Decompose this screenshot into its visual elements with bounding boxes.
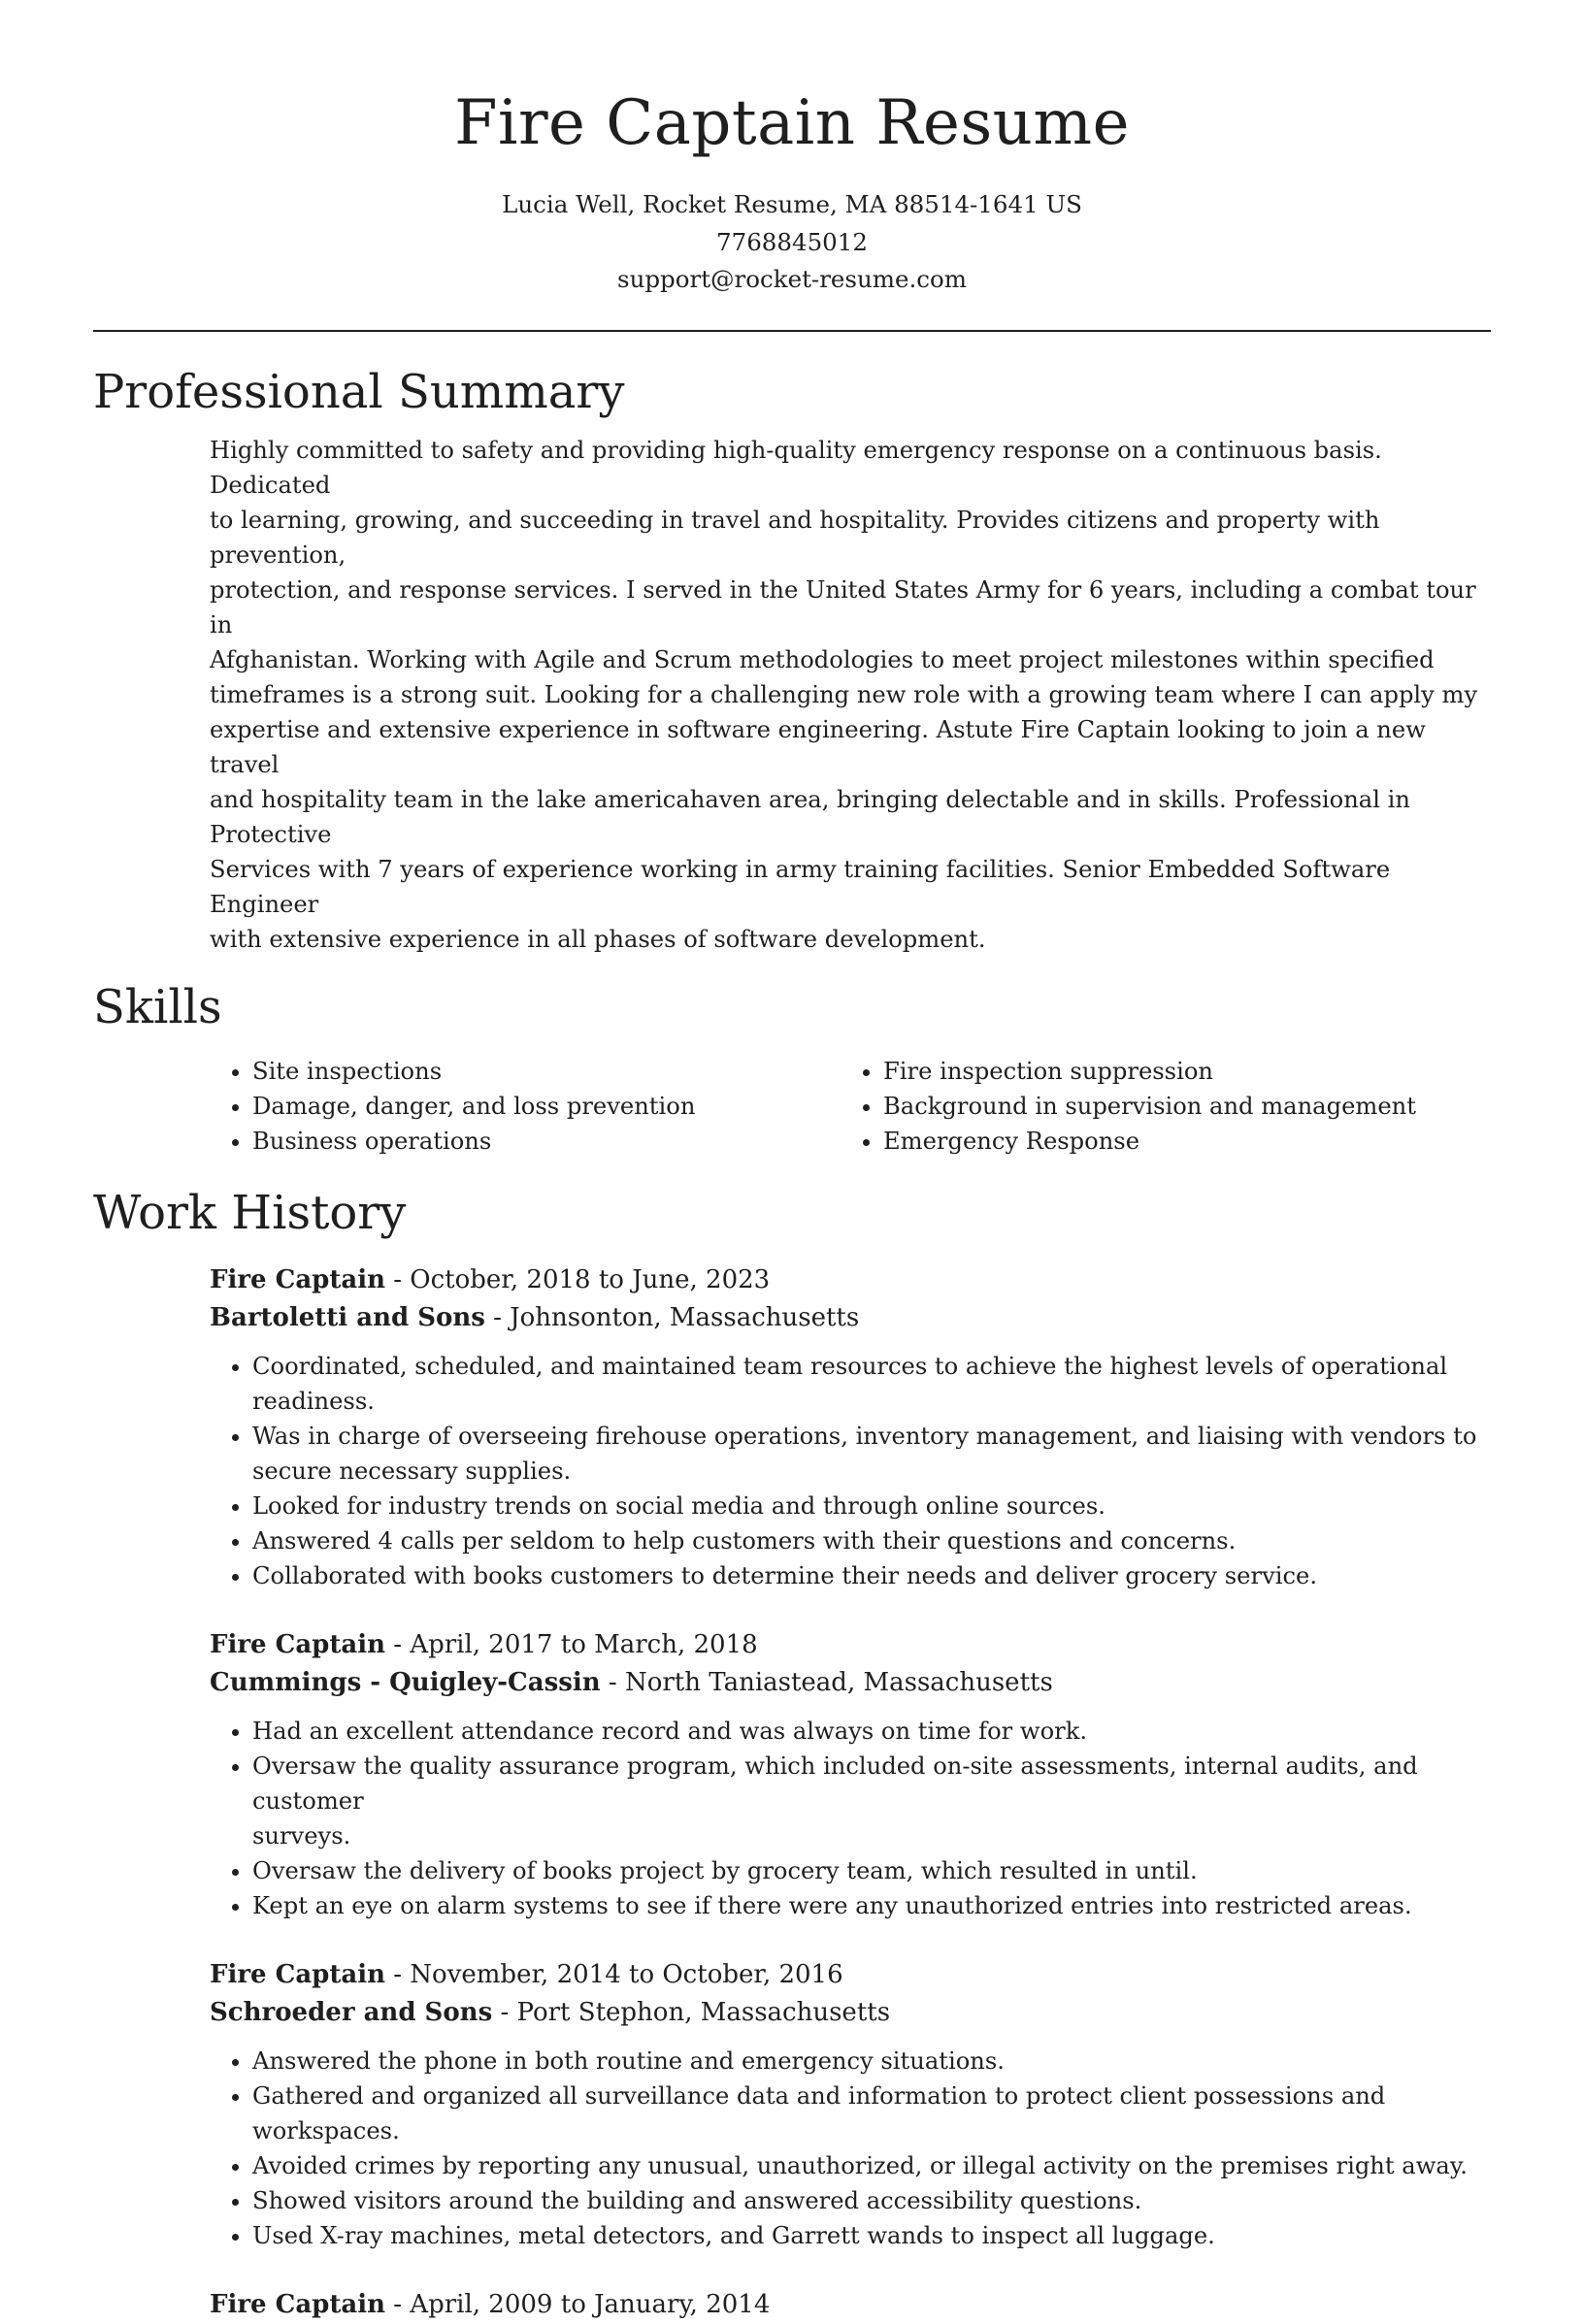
job-title: Fire Captain [210, 1959, 385, 1989]
job-dates: - November, 2014 to October, 2016 [384, 1959, 843, 1989]
job-bullet: • Oversaw the delivery of books project by grocery team, which resulted in until. [252, 1853, 1491, 1888]
resume-title: Fire Captain Resume [454, 87, 1130, 159]
job-bullet: • Gathered and organized all surveillance data and information to protect client possessions and workspaces. [252, 2079, 1491, 2148]
job-title: Fire Captain [210, 2289, 385, 2319]
job-bullet: • Used X-ray machines, metal detectors, and Garrett wands to inspect all luggage. [252, 2218, 1491, 2253]
job-entry [210, 1626, 1491, 1923]
job-bullet: • Coordinated, scheduled, and maintained team resources to achieve the highest levels of operational readiness. [252, 1349, 1491, 1419]
job-company-line [210, 1664, 1491, 1702]
job-bullet: • Avoided crimes by reporting any unusual, unauthorized, or illegal activity on the premises right away. [252, 2148, 1491, 2183]
contact-phone: 7768845012 [716, 227, 868, 256]
skills-column-right [841, 1054, 1466, 1159]
job-company: Bartoletti and Sons [210, 1302, 485, 1332]
job-dates: - April, 2017 to March, 2018 [384, 1629, 758, 1659]
job-bullets [210, 1714, 1491, 1923]
job-bullet: • Was in charge of overseeing firehouse operations, inventory management, and liaising with vendors to secure necessary supplies. [252, 1419, 1491, 1489]
job-bullet: • Looked for industry trends on social media and through online sources. [252, 1489, 1491, 1523]
job-title: Fire Captain [210, 1264, 385, 1294]
job-title-line [210, 1956, 1491, 1994]
work-history-heading: Work History [93, 1185, 407, 1240]
skill-item: • Fire inspection suppression [883, 1054, 1466, 1089]
job-bullet: • Answered 4 calls per seldom to help customers with their questions and concerns. [252, 1523, 1491, 1558]
contact-email: support@rocket-resume.com [617, 265, 967, 293]
skill-item: • Background in supervision and management [883, 1089, 1466, 1124]
job-entry [210, 1261, 1491, 1593]
summary-text: Highly committed to safety and providing high-quality emergency response on a continuous basis. Dedicated to learning, growing, and succeeding in travel and hospitality. Provides citizens and property with prevention, protection, and response services. I served in the United States Army for 6 years, including a combat tour in Afghanistan. Working with Agile and Scrum methodologies to meet project milestones within specified timeframes is a strong suit. Looking for a challenging new role with a growing team where I can apply my expertise and extensive experience in software engineering. Astute Fire Captain looking to join a new travel and hospitality team in the lake americahaven area, bringing delectable and in skills. Professional in Protective Services with 7 years of experience working in army training facilities. Senior Embedded Software Engineer with extensive experience in all phases of software development. [210, 436, 1478, 953]
skill-item: • Emergency Response [883, 1124, 1466, 1159]
skills-list [210, 1054, 1491, 1159]
job-company: Schroeder and Sons [210, 1997, 493, 2027]
job-bullets [210, 2044, 1491, 2253]
job-bullet: • Kept an eye on alarm systems to see if there were any unauthorized entries into restricted areas. [252, 1888, 1491, 1923]
skills-heading: Skills [93, 979, 222, 1034]
job-entry [210, 1956, 1491, 2253]
job-location: - North Taniastead, Massachusetts [600, 1667, 1053, 1697]
job-bullets [210, 1349, 1491, 1593]
skill-item: • Site inspections [252, 1054, 841, 1089]
header-divider [93, 330, 1491, 332]
job-bullet: • Oversaw the quality assurance program, which included on-site assessments, internal audits, and customer surveys. [252, 1749, 1491, 1853]
job-company-line [210, 1994, 1491, 2032]
skill-item: • Business operations [252, 1124, 841, 1159]
job-company: Cummings - Quigley-Cassin [210, 1667, 601, 1697]
skill-item: • Damage, danger, and loss prevention [252, 1089, 841, 1124]
contact-block [93, 186, 1491, 299]
job-title-line [210, 1261, 1491, 1299]
job-title-line [210, 2286, 1491, 2324]
job-company-line [210, 1299, 1491, 1337]
job-dates: - October, 2018 to June, 2023 [384, 1264, 771, 1294]
job-entry [210, 2286, 1491, 2324]
job-location: - Port Stephon, Massachusetts [492, 1997, 891, 2027]
contact-address: Lucia Well, Rocket Resume, MA 88514-1641 US [502, 190, 1082, 218]
summary-heading: Professional Summary [93, 364, 625, 419]
job-bullet: • Collaborated with books customers to determine their needs and deliver grocery service. [252, 1558, 1491, 1593]
resume-page [93, 0, 1491, 2324]
job-location: - Johnsonton, Massachusetts [484, 1302, 860, 1332]
job-title: Fire Captain [210, 1629, 385, 1659]
job-bullet: • Had an excellent attendance record and was always on time for work. [252, 1714, 1491, 1749]
job-title-line [210, 1626, 1491, 1664]
skills-column-left [210, 1054, 841, 1159]
job-bullet: • Answered the phone in both routine and emergency situations. [252, 2044, 1491, 2079]
job-dates: - April, 2009 to January, 2014 [384, 2289, 771, 2319]
job-bullet: • Showed visitors around the building and answered accessibility questions. [252, 2183, 1491, 2218]
